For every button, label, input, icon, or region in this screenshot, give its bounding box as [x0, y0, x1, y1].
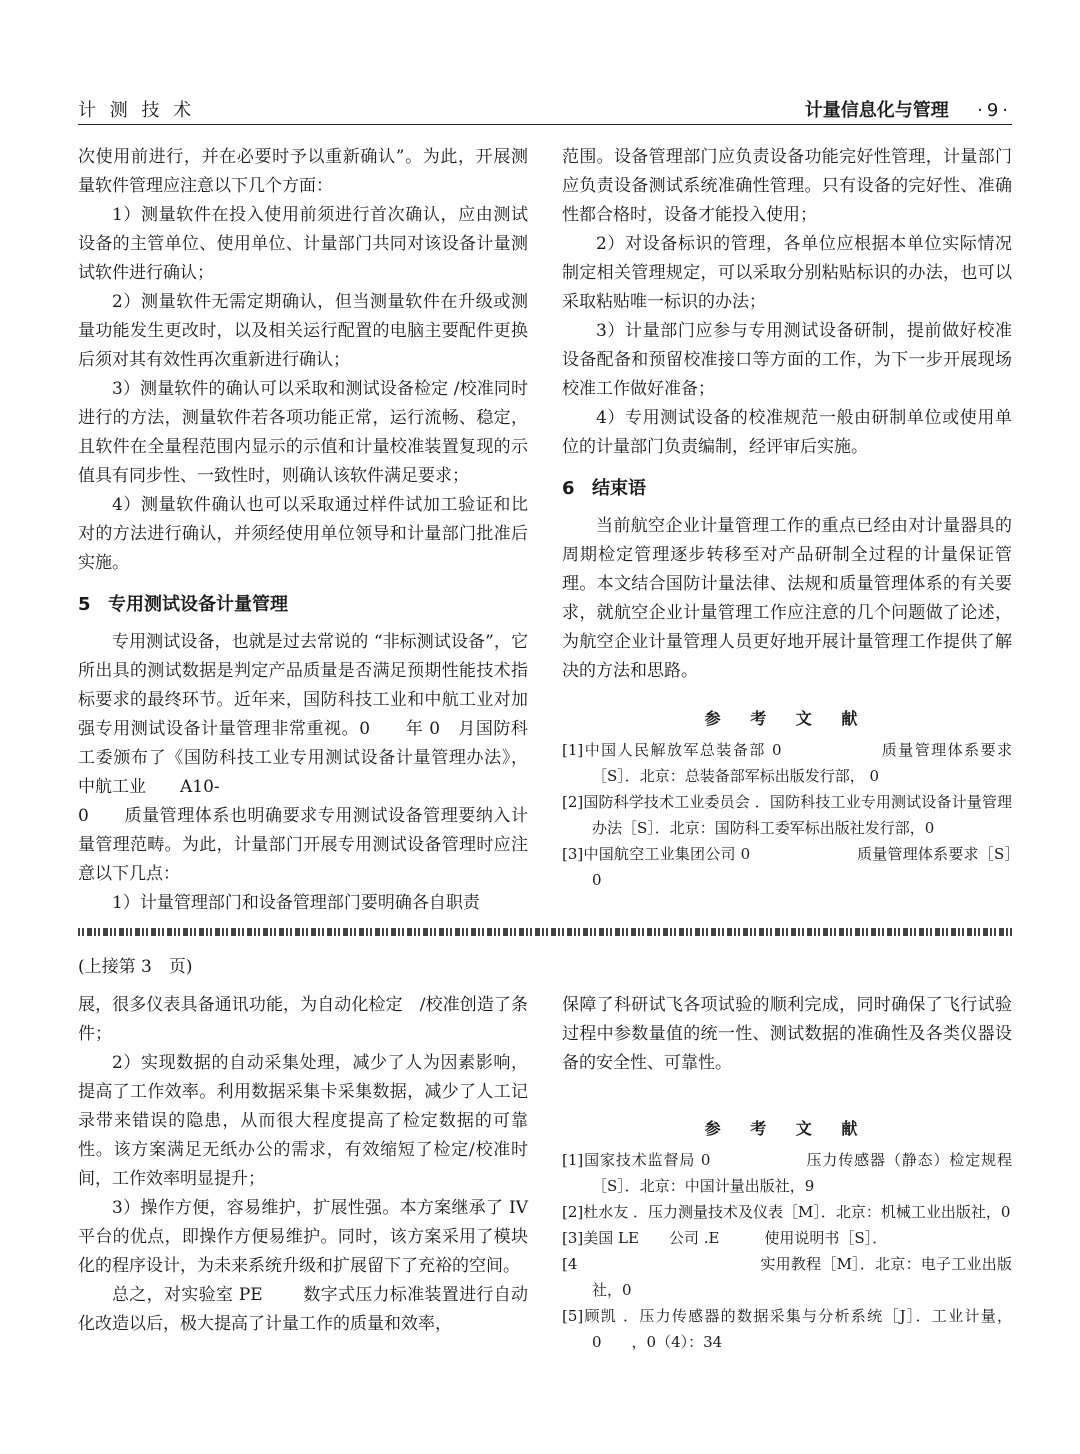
paragraph: 当前航空企业计量管理工作的重点已经由对计量器具的周期检定管理逐步转移至对产品研制全过程的计量保证管理。本文结合国防计量法律、法规和质量管理体系的有关要求，就航空企业计量管理工作应注意的几个问题做了论述，为航空企业计量管理人员更好地开展计量管理工作提供了解决的方法和思路。 — [562, 516, 1012, 681]
reference-item: [2]国防科学技术工业委员会 ．国防科技工业专用测试设备计量管理办法［S］．北京：国防科工委军标出版社发行部，0 — [562, 793, 1012, 837]
reference-item: [1]国家技术监督局 0 压力传感器（静态）检定规程［S］．北京：中国计量出版社，9 — [562, 1151, 1012, 1195]
top-left-column — [78, 143, 528, 918]
paragraph: 4）测量软件确认也可以采取通过样件试加工验证和比对的方法进行确认，并须经使用单位领导和计量部门批准后实施。 — [78, 495, 528, 573]
bottom-right-column — [562, 991, 1012, 1355]
paragraph: 4）专用测试设备的校准规范一般由研制单位或使用单位的计量部门负责编制，经评审后实施。 — [562, 408, 1012, 457]
paragraph: 次使用前进行，并在必要时予以重新确认”。为此，开展测量软件管理应注意以下几个方面： — [78, 147, 528, 196]
journal-page — [78, 0, 1012, 1454]
reference-item: [3]美国 LE 公司 .E 使用说明书［S］． — [562, 1229, 888, 1247]
section-title: 结束语 — [592, 478, 646, 499]
paragraph: 3）测量软件的确认可以采取和测试设备检定 /校准同时进行的方法，测量软件若各项功能正常，运行流畅、稳定，且软件在全量程范围内显示的示值和计量校准装置复现的示值具有同步性、一致性时，则确认该软件满足要求； — [78, 379, 528, 486]
reference-item: [3]中国航空工业集团公司 0 质量管理体系要求［S］0 — [562, 845, 1012, 889]
paragraph: 1）计量管理部门和设备管理部门要明确各自职责 — [112, 893, 480, 913]
paragraph: 3）计量部门应参与专用测试设备研制，提前做好校准设备配备和预留校准接口等方面的工作，为下一步开展现场校准工作做好准备； — [562, 321, 1012, 399]
reference-item: [5]顾凯 ．压力传感器的数据采集与分析系统［J］．工业计量，0 ，0（4）：34 — [562, 1307, 1012, 1351]
references-heading: 参 考 文 献 — [704, 709, 870, 728]
section-header — [805, 96, 1012, 122]
section-heading-6 — [562, 474, 1012, 504]
paragraph: 范围。设备管理部门应负责设备功能完好性管理，计量部门应负责设备测试系统准确性管理。只有设备的完好性、准确性都合格时，设备才能投入使用； — [562, 147, 1012, 225]
section-number: 5 — [78, 594, 91, 615]
paragraph: 保障了科研试飞各项试验的顺利完成，同时确保了飞行试验过程中参数量值的统一性、测试数据的准确性及各类仪器设备的安全性、可靠性。 — [562, 995, 1012, 1073]
page-number: ·9· — [977, 100, 1012, 121]
bottom-left-column — [78, 991, 579, 1339]
paragraph: 3）操作方便，容易维护，扩展性强。本方案继承了 IV 平台的优点，即操作方便易维护。同时，该方案采用了模块化的程序设计，为未来系统升级和扩展留下了充裕的空间。 — [78, 1198, 579, 1276]
paragraph: 总之，对实验室 PE 数字式压力标准装置进行自动化改造以后，极大提高了计量工作的质量和效率， — [78, 1285, 528, 1334]
article-divider — [78, 928, 1012, 936]
paragraph: 1）测量软件在投入使用前须进行首次确认，应由测试设备的主管单位、使用单位、计量部门共同对该设备计量测试软件进行确认； — [78, 205, 528, 283]
section-heading-5 — [78, 590, 528, 620]
section-number: 6 — [562, 478, 575, 499]
top-right-column — [562, 143, 1012, 893]
references-heading: 参 考 文 献 — [704, 1119, 870, 1138]
continued-from-note: (上接第 3 页) — [78, 957, 193, 977]
section-title: 专用测试设备计量管理 — [108, 594, 288, 615]
reference-item: [1]中国人民解放军总装备部 0 质量管理体系要求［S］．北京：总装备部军标出版发行部， 0 — [562, 741, 1012, 785]
reference-item: [4 实用教程［M］．北京：电子工业出版社，0 — [562, 1255, 1012, 1299]
paragraph: 展，很多仪表具备通讯功能，为自动化检定 /校准创造了条件； — [78, 995, 528, 1044]
paragraph: 2）实现数据的自动采集处理，减少了人为因素影响，提高了工作效率。利用数据采集卡采集数据，减少了人工记录带来错误的隐患，从而很大程度提高了检定数据的可靠性。该方案满足无纸办公的需求，有效缩短了检定/校准时间，工作效率明显提升； — [78, 1053, 528, 1189]
paragraph: 专用测试设备，也就是过去常说的 “非标测试设备”，它所出具的测试数据是判定产品质量是否满足预期性能技术指标要求的最终环节。近年来，国防科技工业和中航工业对加强专用测试设备计量管理非常重视。0 年 0 月国防科工委颁布了《国防科技工业专用测试设备计量管理办法》，中航工业 A10- — [78, 632, 528, 797]
section-name: 计量信息化与管理 — [804, 100, 949, 121]
running-head — [78, 96, 1012, 125]
journal-name: 计 测 技 术 — [78, 100, 196, 121]
paragraph: 2）对设备标识的管理，各单位应根据本单位实际情况制定相关管理规定，可以采取分别粘贴标识的办法，也可以采取粘贴唯一标识的办法； — [562, 234, 1012, 312]
reference-item: [2]杜水友 ．压力测量技术及仪表［M］．北京：机械工业出版社，0 — [562, 1203, 1011, 1221]
paragraph: 0 质量管理体系也明确要求专用测试设备管理要纳入计量管理范畴。为此，计量部门开展专用测试设备管理时应注意以下几点： — [78, 806, 528, 884]
paragraph: 2）测量软件无需定期确认，但当测量软件在升级或测量功能发生更改时，以及相关运行配置的电脑主要配件更换后须对其有效性再次重新进行确认； — [78, 292, 528, 370]
